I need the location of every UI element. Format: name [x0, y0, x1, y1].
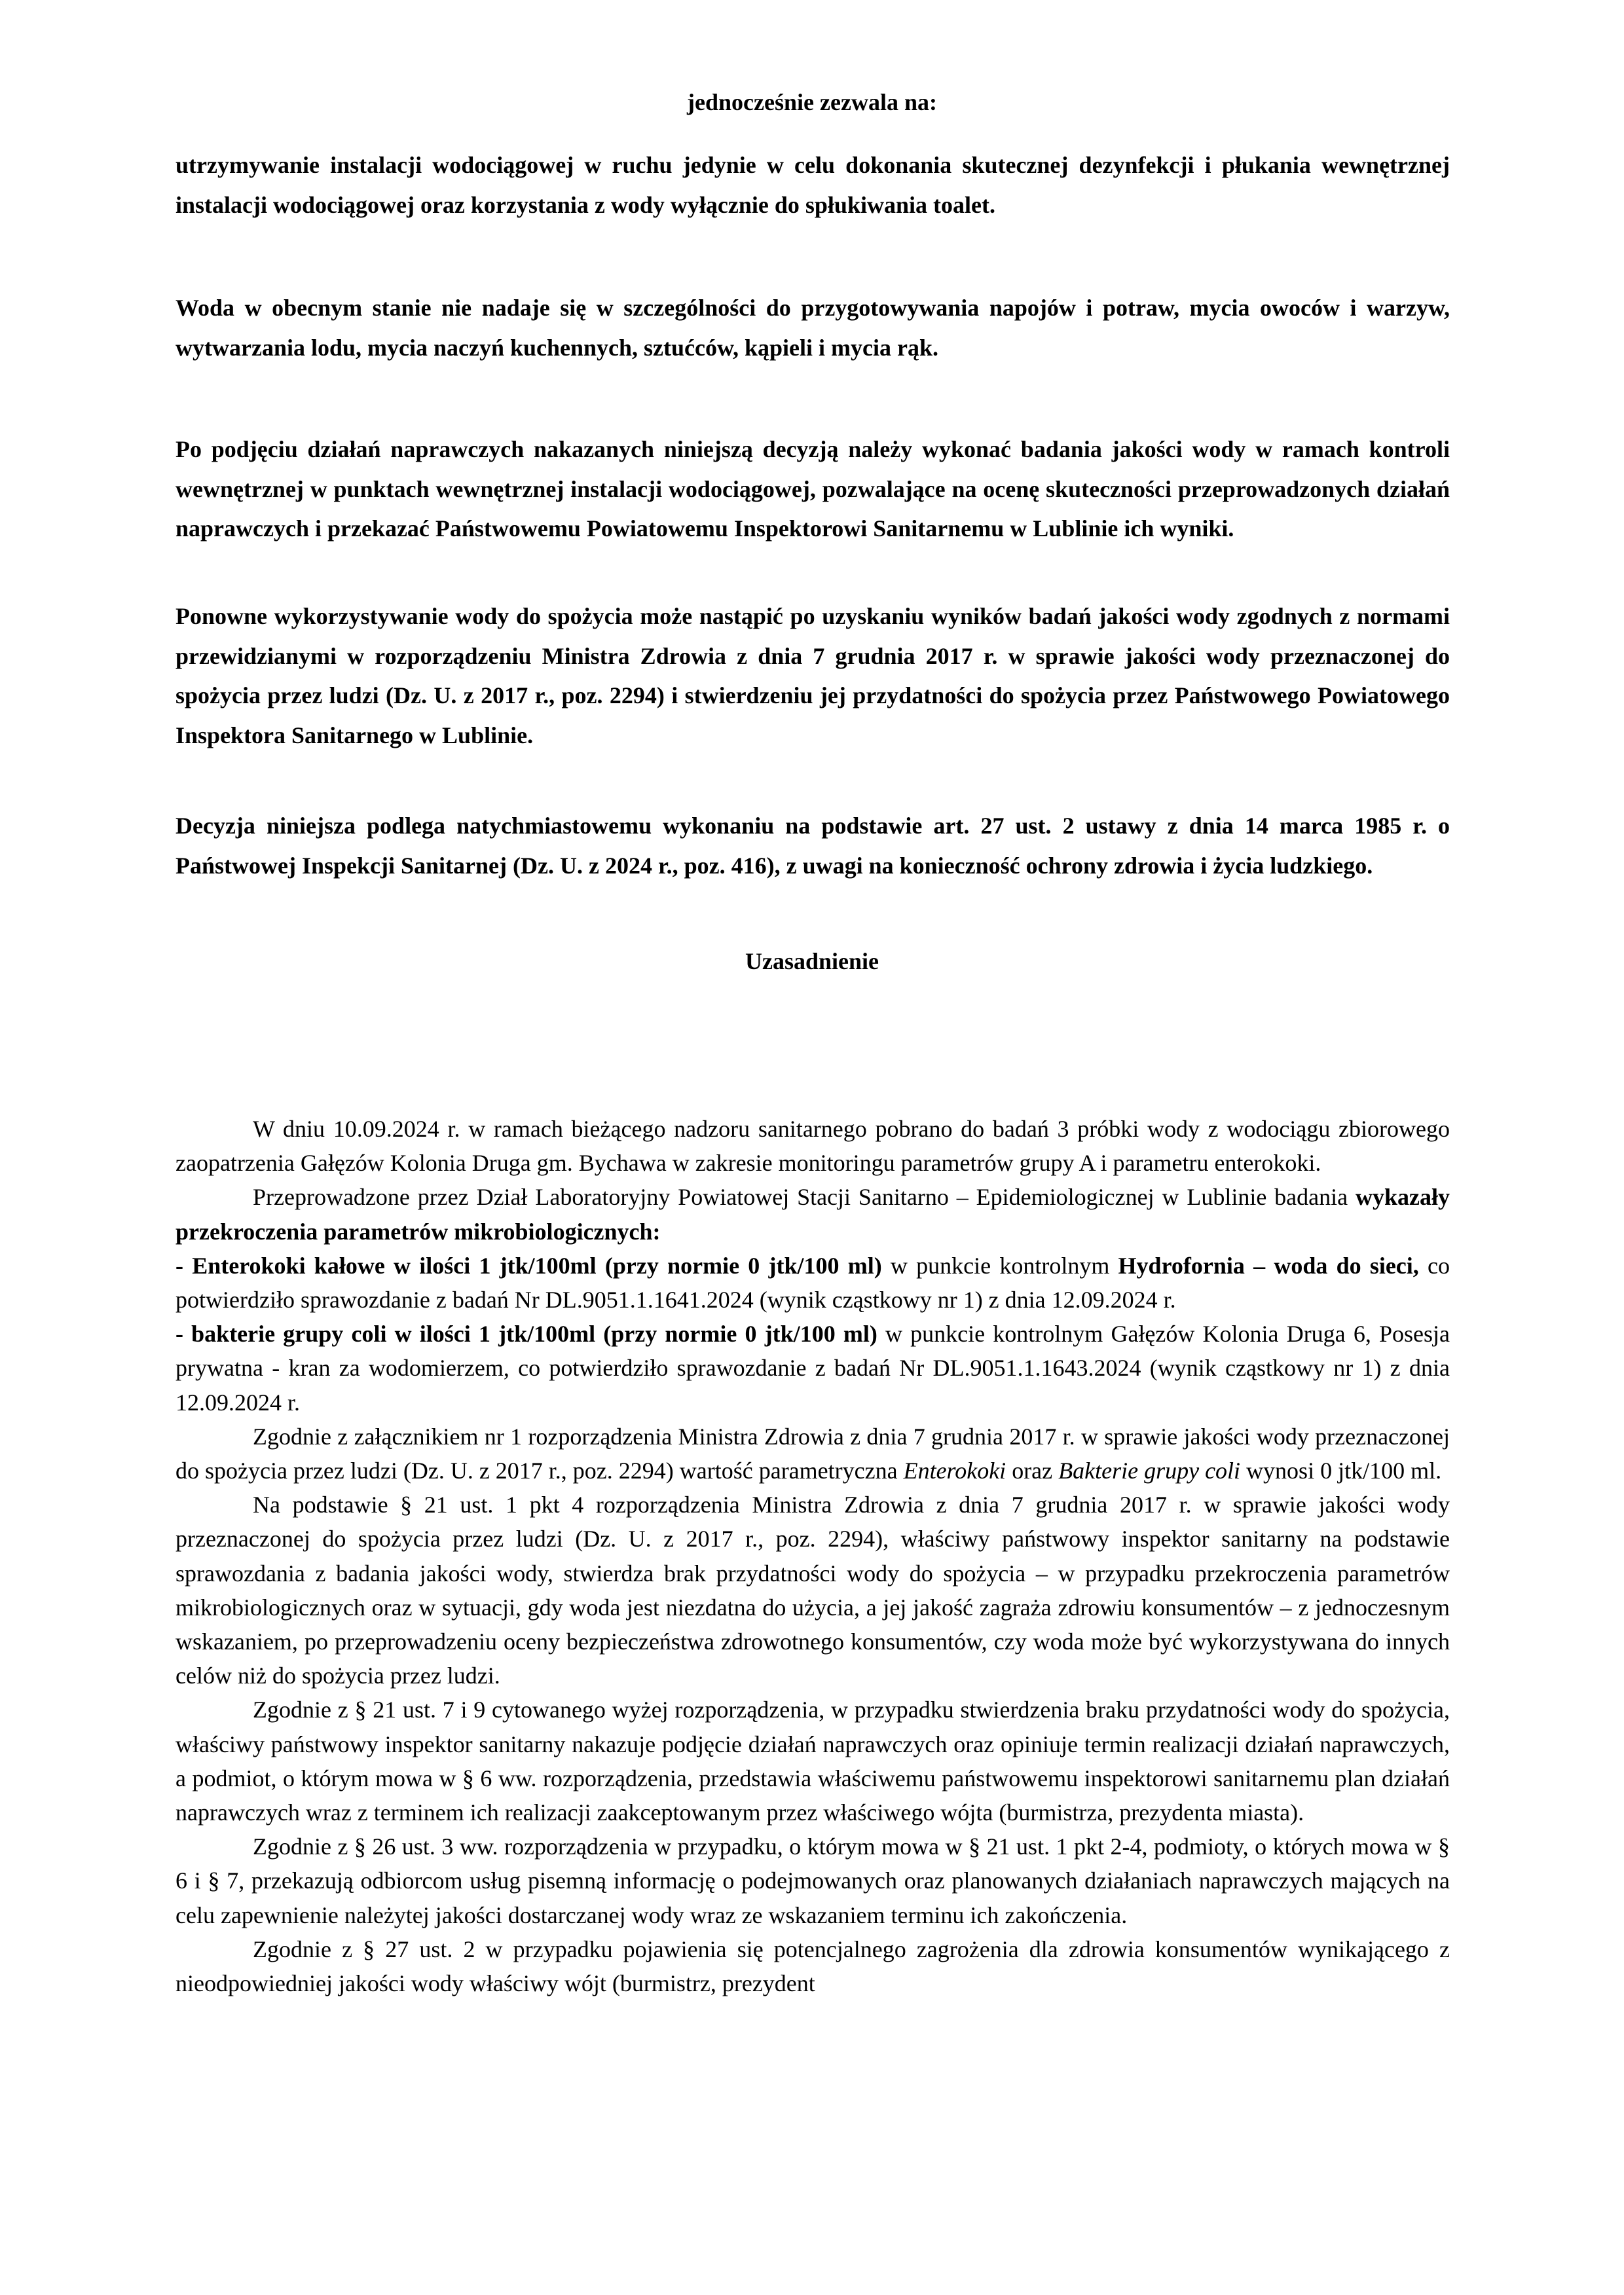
- intro-heading: jednocześnie zezwala na:: [687, 89, 937, 115]
- justification-paragraph: Zgodnie z załącznikiem nr 1 rozporządzenia Ministra Zdrowia z dnia 7 grudnia 2017 r. w sprawie jakości wody przeznaczonej do spożycia przez ludzi (Dz. U. z 2017 r., poz. 2294) wartość parametryczna Enterokoki oraz Bakterie grupy coli wynosi 0 jtk/100 ml.: [175, 1423, 1450, 1484]
- justification-section: [175, 1112, 1450, 2000]
- permission-paragraph: utrzymywanie instalacji wodociągowej w ruchu jedynie w celu dokonania skutecznej dezynfekcji i płukania wewnętrznej instalacji wodociągowej oraz korzystania z wody wyłącznie do spłukiwania toalet.: [175, 152, 1450, 218]
- justification-paragraph: Zgodnie z § 21 ust. 7 i 9 cytowanego wyżej rozporządzenia, w przypadku stwierdzenia braku przydatności wody do spożycia, właściwy państwowy inspektor sanitarny nakazuje podjęcie działań naprawczych oraz opiniuje termin realizacji działań naprawczych, a podmiot, o którym mowa w § 6 ww. rozporządzenia, przedstawia właściwemu państwowemu inspektorowi sanitarnemu plan działań naprawczych wraz z terminem ich realizacji zaakceptowanym przez właściwego wójta (burmistrza, prezydenta miasta).: [175, 1697, 1450, 1826]
- control-point-hydrofornia: Hydrofornia – woda do sieci,: [1118, 1252, 1419, 1279]
- justification-paragraph: Zgodnie z § 26 ust. 3 ww. rozporządzenia w przypadku, o którym mowa w § 21 ust. 1 pkt 2-4, podmioty, o których mowa w § 6 i § 7, przekazują odbiorcom usług pisemną informację o podejmowanych oraz planowanych działaniach naprawczych mających na celu zapewnienie należytej jakości dostarczanej wody wraz ze wskazaniem terminu ich zakończenia.: [175, 1833, 1450, 1928]
- water-unfit-paragraph: Woda w obecnym stanie nie nadaje się w szczególności do przygotowywania napojów i potraw, mycia owoców i warzyw, wytwarzania lodu, mycia naczyń kuchennych, sztućców, kąpieli i mycia rąk.: [175, 295, 1450, 361]
- justification-paragraph: W dniu 10.09.2024 r. w ramach bieżącego nadzoru sanitarnego pobrano do badań 3 próbki wody z wodociągu zbiorowego zaopatrzenia Gałęzów Kolonia Druga gm. Bychawa w zakresie monitoringu parametrów grupy A i parametru enterokoki.: [175, 1116, 1450, 1177]
- parameter-coliform: Bakterie grupy coli: [1058, 1458, 1241, 1484]
- parameter-enterokoki: Enterokoki: [903, 1458, 1006, 1484]
- finding-coliform: - bakterie grupy coli w ilości 1 jtk/100ml (przy normie 0 jtk/100 ml) w punkcie kontrolnym Gałęzów Kolonia Druga 6, Posesja prywatna - kran za wodomierzem, co potwierdziło sprawozdanie z badań Nr DL.9051.1.1643.2024 (wynik cząstkowy nr 1) z dnia 12.09.2024 r.: [175, 1321, 1450, 1416]
- exceedance-text: wykazały przekroczenia parametrów mikrobiologicznych:: [175, 1184, 1450, 1245]
- justification-heading: Uzasadnienie: [745, 948, 879, 974]
- coliform-result: - bakterie grupy coli w ilości 1 jtk/100ml (przy normie 0 jtk/100 ml): [175, 1321, 877, 1348]
- finding-enterococci: - Enterokoki kałowe w ilości 1 jtk/100ml (przy normie 0 jtk/100 ml) w punkcie kontrolnym Hydrofornia – woda do sieci, co potwierdziło sprawozdanie z badań Nr DL.9051.1.1641.2024 (wynik cząstkowy nr 1) z dnia 12.09.2024 r.: [175, 1252, 1450, 1313]
- justification-paragraph: Zgodnie z § 27 ust. 2 w przypadku pojawienia się potencjalnego zagrożenia dla zdrowia konsumentów wynikającego z nieodpowiedniej jakości wody właściwy wójt (burmistrz, prezydent: [175, 1936, 1450, 1997]
- lab-text: Przeprowadzone przez Dział Laboratoryjny Powiatowej Stacji Sanitarno – Epidemiologicznej w Lublinie badania: [253, 1184, 1356, 1211]
- justification-paragraph: [175, 1180, 1450, 1248]
- corrective-actions-paragraph: Po podjęciu działań naprawczych nakazanych niniejszą decyzją należy wykonać badania jakości wody w ramach kontroli wewnętrznej w punktach wewnętrznej instalacji wodociągowej, pozwalające na ocenę skuteczności przeprowadzonych działań naprawczych i przekazać Państwowemu Powiatowemu Inspektorowi Sanitarnemu w Lublinie ich wyniki.: [175, 436, 1450, 542]
- immediate-execution-paragraph: Decyzja niniejsza podlega natychmiastowemu wykonaniu na podstawie art. 27 ust. 2 ustawy z dnia 14 marca 1985 r. o Państwowej Inspekcji Sanitarnej (Dz. U. z 2024 r., poz. 416), z uwagi na konieczność ochrony zdrowia i życia ludzkiego.: [175, 813, 1450, 879]
- justification-paragraph: Na podstawie § 21 ust. 1 pkt 4 rozporządzenia Ministra Zdrowia z dnia 7 grudnia 2017 r. w sprawie jakości wody przeznaczonej do spożycia przez ludzi (Dz. U. z 2017 r., poz. 2294), właściwy państwowy inspektor sanitarny na podstawie sprawozdania z badania jakości wody, stwierdza brak przydatności wody do spożycia – w przypadku przekroczenia parametrów mikrobiologicznych oraz w sytuacji, gdy woda jest niezdatna do użycia, a jej jakość zagraża zdrowiu konsumentów – z jednoczesnym wskazaniem, po przeprowadzeniu oceny bezpieczeństwa zdrowotnego konsumentów, czy woda może być wykorzystywana do innych celów niż do spożycia przez ludzi.: [175, 1492, 1450, 1689]
- reuse-conditions-paragraph: Ponowne wykorzystywanie wody do spożycia może nastąpić po uzyskaniu wyników badań jakości wody zgodnych z normami przewidzianymi w rozporządzeniu Ministra Zdrowia z dnia 7 grudnia 2017 r. w sprawie jakości wody przeznaczonej do spożycia przez ludzi (Dz. U. z 2017 r., poz. 2294) i stwierdzeniu jej przydatności do spożycia przez Państwowego Powiatowego Inspektora Sanitarnego w Lublinie.: [175, 603, 1450, 748]
- enterococci-result: - Enterokoki kałowe w ilości 1 jtk/100ml (przy normie 0 jtk/100 ml): [175, 1252, 882, 1279]
